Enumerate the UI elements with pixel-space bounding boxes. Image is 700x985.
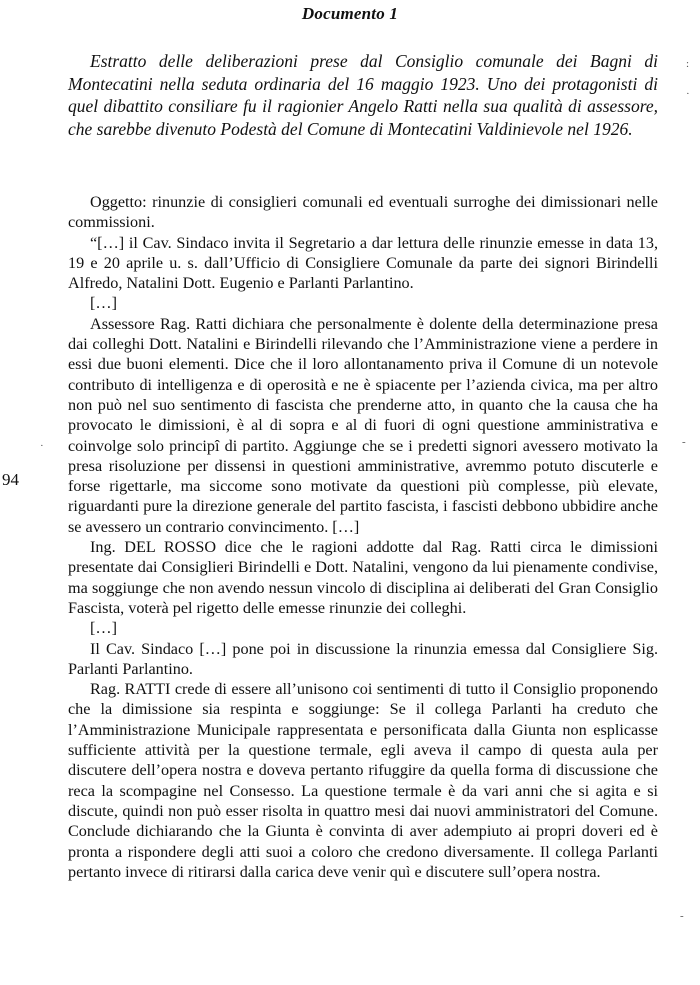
paragraph-ratti-proposal: Rag. RATTI crede di essere all’unisono coi sentimenti di tutto il Consiglio proponendo che la dimissione sia respinta e soggiunge: Se il collega Parlanti ha creduto che l’Amministrazione Municipale rappresentata e personificata dalla Giunta non esplicasse sufficiente attività per la questione termale, egli aveva il campo di questa aula per discutere dell’opera nostra e doveva pertanto rifuggire da quella forma di discussione che reca la scompagine nel Consesso. La questione termale è da vari anni che si agita e si discute, quindi non può esser risolta in quattro mesi dai nuovi amministratori del Comune. Conclude dichiarando che la Giunta è convinta di aver adempiuto ai propri doveri ed è pronta a rispondere degli atti suoi a coloro che credono diversamente. Il collega Parlanti pertanto invece di ritirarsi dalla carica deve venir quì e discutere sull’opera nostra. — [68, 680, 658, 881]
scan-mark: - — [682, 436, 686, 448]
paragraph-subject: Oggetto: rinunzie di consiglieri comunali ed eventuali surroghe dei dimissionari nelle commissioni. — [68, 193, 658, 232]
scan-mark: - — [680, 910, 684, 922]
paragraph-ratti-statement: Assessore Rag. Ratti dichiara che personalmente è dolente della determinazione presa dai colleghi Dott. Natalini e Birindelli rilevando che l’Amministrazione viene a perdere in essi due buoni elementi. Dice che il loro allontanamento priva il Comune di un notevole contributo di intelligenza e di operosità e ne è spiacente per l’azienda civica, ma per altro non può nel suo sentimento di fascista che prenderne atto, in quanto che la causa che ha provocato le dimissioni, è al di sopra e al di fuori di ogni questione amministrativa e coinvolge solo principî di partito. Aggiunge che se i predetti signori avessero motivato la presa risoluzione per dissensi in questioni amministrative, avremmo potuto discuterle e forse rigettarle, ma siccome sono motivate da questioni più complesse, più elevate, riguardanti pure la direzione generale del partito fascista, i fascisti debbono ubbidire anche se avessero un contrario convincimento. […] — [68, 314, 658, 536]
paragraph-ellipsis: […] — [90, 619, 117, 638]
scan-mark: · — [686, 88, 690, 100]
scan-mark: · — [40, 440, 44, 452]
scan-mark: : — [686, 58, 690, 70]
document-intro: Estratto delle deliberazioni prese dal Consiglio comunale dei Bagni di Montecatini nella seduta ordinaria del 16 maggio 1923. Uno dei protagonisti di quel dibattito consiliare fu il ragionier Angelo Ratti nella sua qualità di assessore, che sarebbe divenuto Podestà del Comune di Montecatini Valdinievole nel 1926. — [68, 51, 658, 139]
paragraph-sindaco-discussion: Il Cav. Sindaco […] pone poi in discussione la rinunzia emessa dal Consigliere Sig. Parlanti Parlantino. — [68, 639, 658, 678]
paragraph-del-rosso: Ing. DEL ROSSO dice che le ragioni addotte dal Rag. Ratti circa le dimissioni presentate dai Consiglieri Birindelli e Dott. Natalini, vengono da lui pienamente condivise, ma soggiunge che non avendo nessun vincolo di disciplina ai deliberati del Gran Consiglio Fascista, voterà pel rigetto delle emesse rinunzie dei colleghi. — [68, 538, 658, 617]
document-title: Documento 1 — [301, 4, 399, 23]
paragraph-ellipsis: […] — [90, 294, 117, 313]
paragraph-sindaco-invite: “[…] il Cav. Sindaco invita il Segretario a dar lettura delle rinunzie emesse in data 13, 19 e 20 aprile u. s. dall’Ufficio di Consigliere Comunale da parte dei signori Birindelli Alfredo, Natalini Dott. Eugenio e Parlanti Parlantino. — [68, 233, 658, 293]
page-number: 94 — [2, 470, 19, 489]
document-body — [68, 192, 658, 882]
